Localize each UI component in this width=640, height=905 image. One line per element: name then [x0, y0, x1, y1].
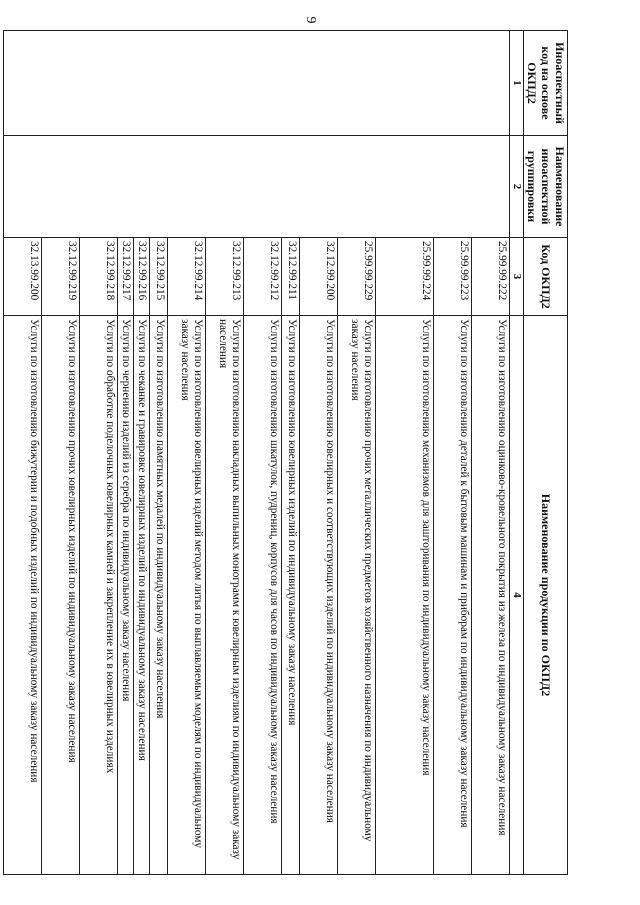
rotated-table-container: [27, 30, 568, 875]
table-body: [3, 31, 509, 875]
okpd2-code-cell: 32.12.99.213: [205, 238, 243, 316]
okpd2-code-cell: 32.12.99.219: [41, 238, 79, 316]
header-okpd2-code: Код ОКПД2: [523, 238, 567, 316]
header-inoaspect-code: Иноаспектный код на основе ОКПД2: [523, 31, 567, 136]
okpd2-code-cell: 25.99.99.229: [337, 238, 375, 316]
product-name-cell: Услуги по чернению изделий из серебра по индивидуальному заказу населения: [117, 316, 133, 875]
okpd2-code-cell: 25.99.99.223: [433, 238, 471, 316]
product-name-cell: Услуги по изготовлению бижутерии и подобных изделий по индивидуальному заказу населения: [3, 316, 41, 875]
header-product-name: Наименование продукции по ОКПД2: [523, 316, 567, 875]
okpd2-code-cell: 25.99.99.224: [375, 238, 433, 316]
product-name-cell: Услуги по изготовлению прочих ювелирных изделий по индивидуальному заказу населения: [41, 316, 79, 875]
product-name-cell: Услуги по чеканке и гравировке ювелирных изделий по индивидуальному заказу населения: [133, 316, 149, 875]
okpd2-code-cell: 32.12.99.218: [79, 238, 117, 316]
okpd2-code-cell: 32.12.99.212: [243, 238, 281, 316]
okpd2-code-cell: 32.12.99.211: [281, 238, 299, 316]
product-name-cell: Услуги по изготовлению ювелирных и соответствующих изделий по индивидуальному заказу населения: [299, 316, 337, 875]
okpd2-table: [3, 30, 568, 875]
okpd2-code-cell: 32.12.99.217: [117, 238, 133, 316]
group-name-cell: [3, 136, 509, 238]
column-number-row: [509, 31, 523, 875]
product-name-cell: Услуги по изготовлению прочих металлических предметов хозяйственного назначения по индивидуальному заказу населения: [337, 316, 375, 875]
product-name-cell: Услуги по изготовлению деталей к бытовым машинам и приборам по индивидуальному заказу населения: [433, 316, 471, 875]
column-number: 3: [509, 238, 523, 316]
okpd2-code-cell: 32.13.99.200: [3, 238, 41, 316]
column-number: 4: [509, 316, 523, 875]
page-number: 9: [303, 16, 318, 24]
header-group-name: Наименование иноаспектной группировки: [523, 136, 567, 238]
table-row: [471, 31, 509, 875]
okpd2-code-cell: 32.12.99.200: [299, 238, 337, 316]
group-code-cell: [3, 31, 509, 136]
product-name-cell: Услуги по изготовлению шкатулок, пудрениц, корпусов для часов по индивидуальному заказу населения: [243, 316, 281, 875]
product-name-cell: Услуги по изготовлению ювелирных изделий по индивидуальному заказу населения: [281, 316, 299, 875]
product-name-cell: Услуги по изготовлению ювелирных изделий методом литья по выплавляемым моделям по индивидуальному заказу населения: [167, 316, 205, 875]
product-name-cell: Услуги по изготовлению памятных медалей по индивидуальному заказу населения: [149, 316, 167, 875]
product-name-cell: Услуги по изготовлению механизмов для зашторивания по индивидуальному заказу населения: [375, 316, 433, 875]
column-number: 2: [509, 136, 523, 238]
header-row: [523, 31, 567, 875]
okpd2-code-cell: 32.12.99.215: [149, 238, 167, 316]
product-name-cell: Услуги по обработке поделочных ювелирных камней и закрепление их в ювелирных изделиях: [79, 316, 117, 875]
product-name-cell: Услуги по изготовлению оцинково-кровельного покрытия из железа по индивидуальному заказу населения: [471, 316, 509, 875]
okpd2-code-cell: 32.12.99.216: [133, 238, 149, 316]
okpd2-code-cell: 32.12.99.214: [167, 238, 205, 316]
product-name-cell: Услуги по изготовлению накладных выпильных монограмм к ювелирным изделиям по индивидуальному заказу населения: [205, 316, 243, 875]
column-number: 1: [509, 31, 523, 136]
okpd2-code-cell: 25.99.99.222: [471, 238, 509, 316]
